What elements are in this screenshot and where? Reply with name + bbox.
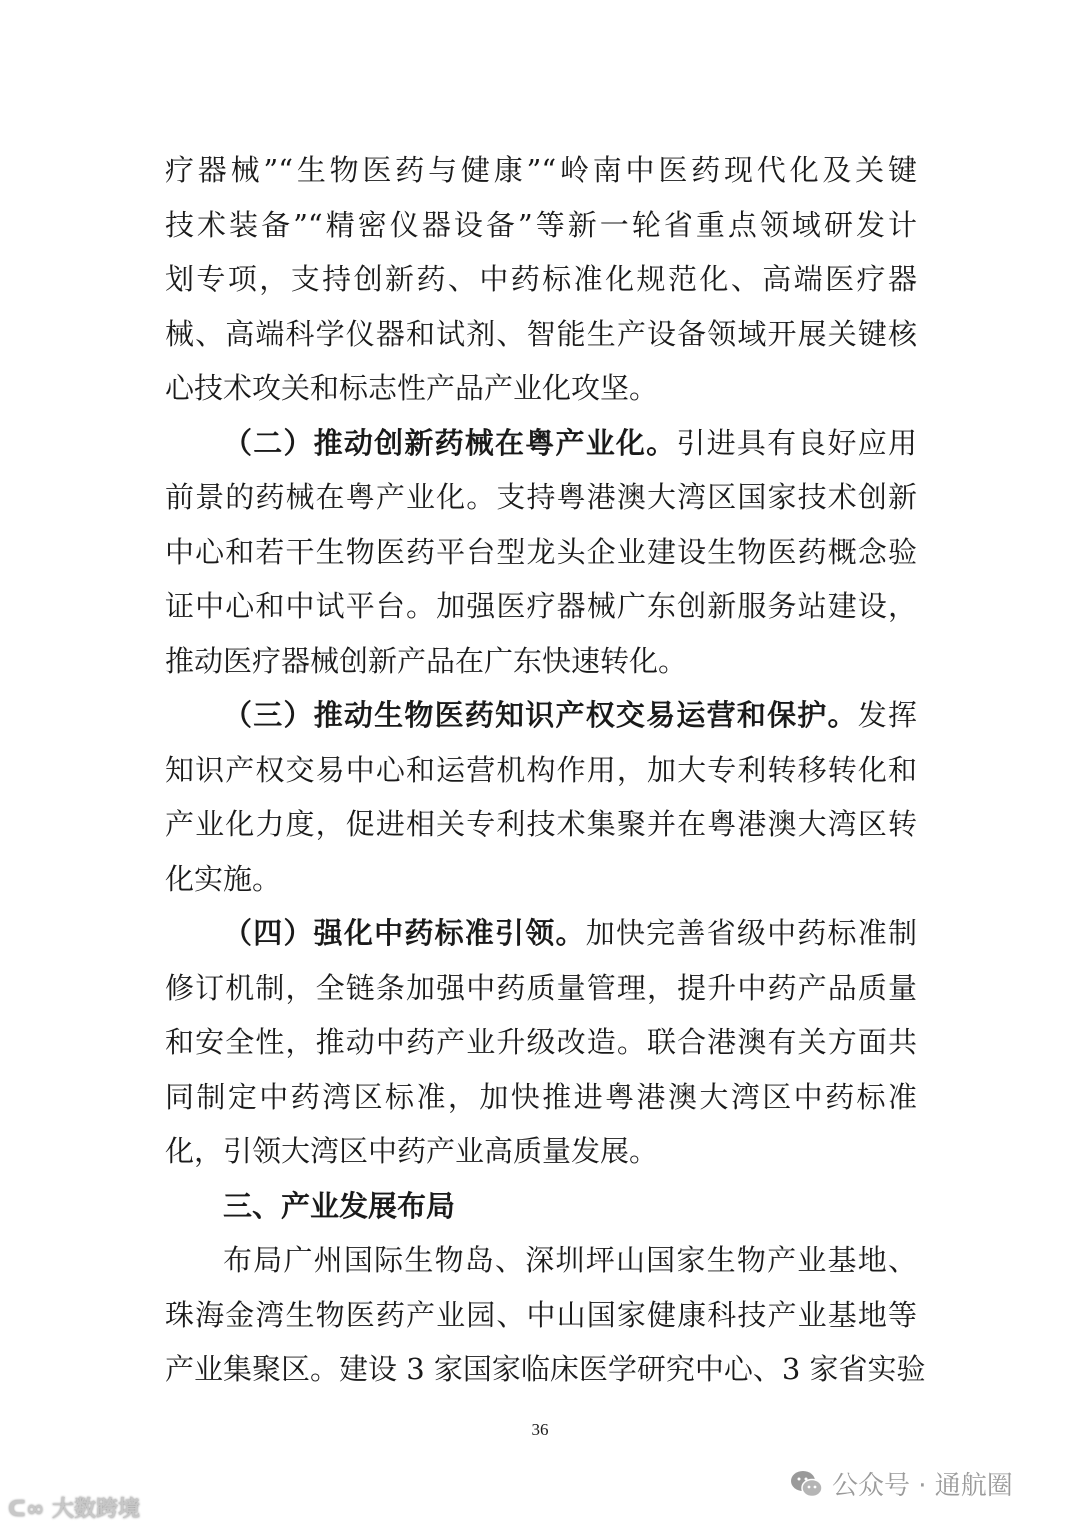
wechat-watermark bbox=[790, 1465, 1013, 1502]
text-line bbox=[165, 1179, 917, 1234]
text-line bbox=[165, 361, 917, 416]
paragraph bbox=[165, 906, 917, 1179]
paragraph bbox=[165, 143, 917, 416]
text-line bbox=[165, 906, 917, 961]
line-text: 心技术攻关和标志性产品产业化攻坚。 bbox=[165, 371, 659, 405]
text-line bbox=[165, 688, 917, 743]
line-text: 技术装备”“精密仪器设备”等新一轮省重点领域研发计 bbox=[165, 207, 917, 242]
line-text: 同制定中药湾区标准，加快推进粤港澳大湾区中药标准 bbox=[165, 1079, 917, 1114]
text-line bbox=[165, 1015, 917, 1070]
text-line bbox=[165, 1233, 917, 1288]
text-line bbox=[165, 634, 917, 689]
text-line bbox=[165, 307, 917, 362]
line-text: 知识产权交易中心和运营机构作用，加大专利转移转化和 bbox=[165, 752, 917, 787]
line-text: 械、高端科学仪器和试剂、智能生产设备领域开展关键核 bbox=[165, 316, 917, 351]
line-text: 和安全性，推动中药产业升级改造。联合港澳有关方面共 bbox=[165, 1025, 917, 1059]
line-text: 化实施。 bbox=[165, 861, 282, 896]
section-heading bbox=[165, 1179, 917, 1234]
text-line bbox=[165, 1124, 917, 1179]
document-body bbox=[165, 143, 926, 1397]
wechat-icon bbox=[790, 1469, 824, 1499]
line-text: 产业集聚区。建设 3 家国家临床医学研究中心、3 家省实验 bbox=[165, 1352, 926, 1386]
text-line bbox=[165, 198, 917, 253]
text-line bbox=[165, 743, 917, 798]
line-text: 前景的药械在粤产业化。支持粤港澳大湾区国家技术创新 bbox=[165, 480, 917, 514]
text-line bbox=[165, 416, 917, 471]
paragraph bbox=[165, 688, 917, 906]
text-line bbox=[165, 1070, 917, 1125]
text-line bbox=[165, 961, 917, 1016]
line-text: 引进具有良好应用 bbox=[676, 425, 917, 460]
text-line bbox=[165, 797, 917, 852]
brand-watermark bbox=[8, 1492, 140, 1523]
line-text: 布局广州国际生物岛、深圳坪山国家生物产业基地、 bbox=[223, 1243, 917, 1277]
line-text: 修订机制，全链条加强中药质量管理，提升中药产品质量 bbox=[165, 970, 917, 1005]
subsection-title: （三）推动生物医药知识产权交易运营和保护。 bbox=[223, 698, 858, 732]
line-text: 疗器械”“生物医药与健康”“岭南中医药现代化及关键 bbox=[165, 153, 917, 187]
text-line bbox=[165, 1342, 926, 1397]
brand-logo-icon: ᑕ∞ bbox=[8, 1497, 52, 1522]
line-text: 推动医疗器械创新产品在广东快速转化。 bbox=[165, 643, 688, 678]
wechat-account-label: 公众号 · 通航圈 bbox=[832, 1471, 1013, 1501]
line-text: 珠海金湾生物医药产业园、中山国家健康科技产业基地等 bbox=[165, 1297, 917, 1332]
line-text: 证中心和中试平台。加强医疗器械广东创新服务站建设， bbox=[165, 589, 917, 623]
text-line bbox=[165, 525, 917, 580]
text-line bbox=[165, 143, 917, 198]
line-text: 化，引领大湾区中药产业高质量发展。 bbox=[165, 1134, 659, 1168]
paragraph bbox=[165, 1233, 926, 1397]
text-line bbox=[165, 252, 917, 307]
line-text: 三、产业发展布局 bbox=[223, 1188, 456, 1223]
text-line bbox=[165, 579, 917, 634]
line-text: 产业化力度，促进相关专利技术集聚并在粤港澳大湾区转 bbox=[165, 807, 917, 841]
text-line bbox=[165, 470, 917, 525]
subsection-title: （二）推动创新药械在粤产业化。 bbox=[223, 425, 677, 460]
line-text: 中心和若干生物医药平台型龙头企业建设生物医药概念验 bbox=[165, 534, 917, 569]
subsection-title: （四）强化中药标准引领。 bbox=[223, 916, 586, 950]
line-text: 加快完善省级中药标准制 bbox=[585, 916, 917, 950]
line-text: 划专项，支持创新药、中药标准化规范化、高端医疗器 bbox=[165, 262, 917, 296]
text-line bbox=[165, 1288, 917, 1343]
text-line bbox=[165, 852, 917, 907]
brand-watermark-text: 大数跨境 bbox=[51, 1497, 140, 1522]
line-text: 发挥 bbox=[857, 698, 917, 732]
paragraph bbox=[165, 416, 917, 689]
page-number: 36 bbox=[531, 1420, 549, 1439]
